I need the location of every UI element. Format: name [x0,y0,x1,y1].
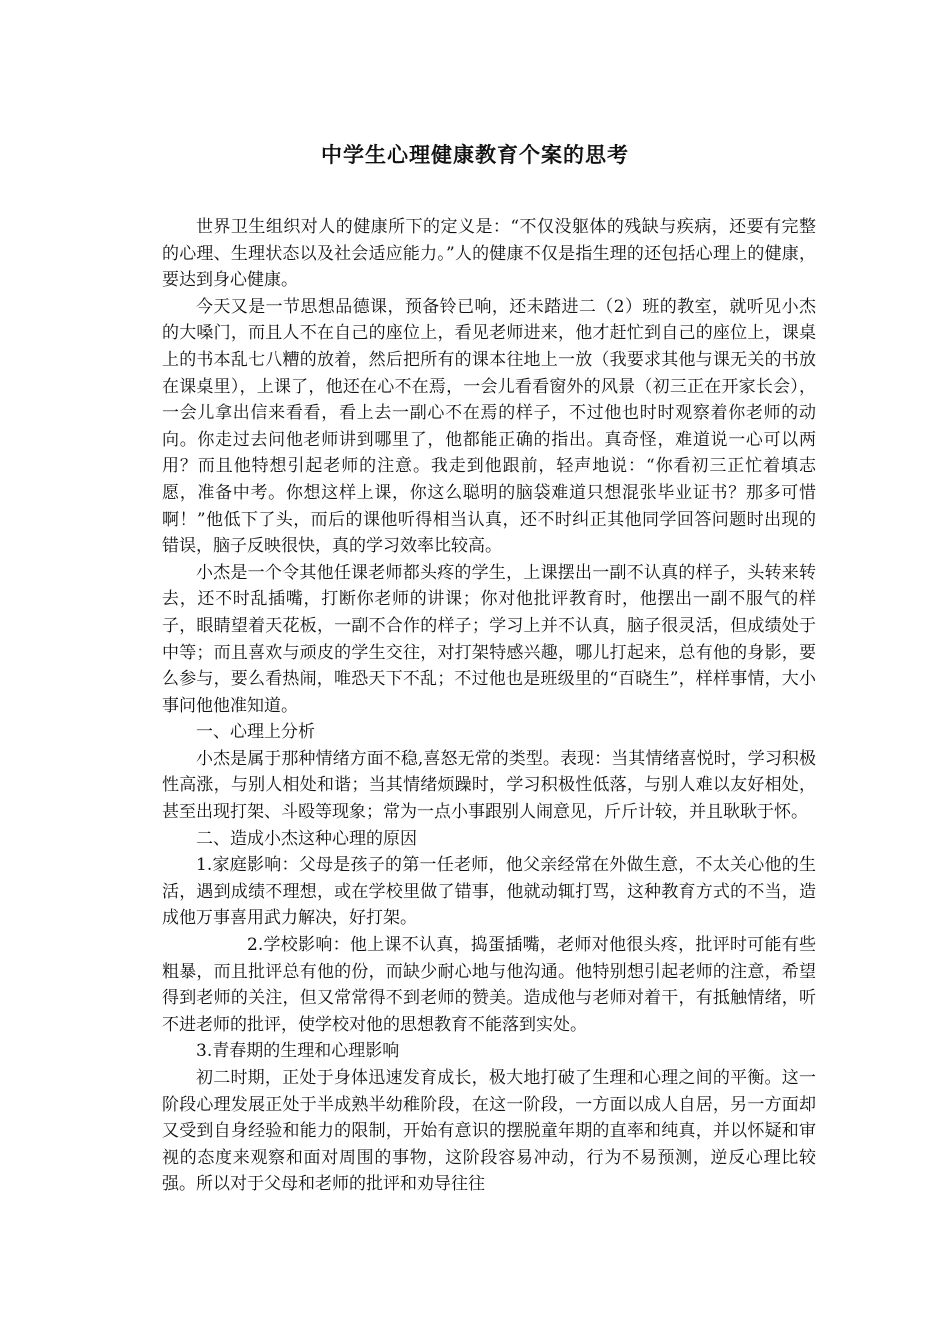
paragraph-health-definition: 世界卫生组织对人的健康所下的定义是：“不仅没躯体的残缺与疾病，还要有完整的心理、生理状态以及社会适应能力。”人的健康不仅是指生理的还包括心理上的健康，要达到身心健康。 [162,217,816,291]
paragraph-adolescence-influence: 初二时期，正处于身体迅速发育成长，极大地打破了生理和心理之间的平衡。这一阶段心理发展正处于半成熟半幼稚阶段，在这一阶段，一方面以成人自居，另一方面却又受到自身经验和能力的限制，开始有意识的摆脱童年期的直率和纯真，并以怀疑和审视的态度来观察和面对周围的事物，这阶段容易冲动，行为不易预测，逆反心理比较强。所以对于父母和老师的批评和劝导往往 [162,1068,816,1195]
paragraph-classroom-scene: 今天又是一节思想品德课，预备铃已响，还未踏进二（2）班的教室，就听见小杰的大嗓门，而且人不在自己的座位上，看见老师进来，他才赶忙到自己的座位上，课桌上的书本乱七八糟的放着，然后把所有的课本往地上一放（我要求其他与课无关的书放在课桌里），上课了，他还在心不在焉，一会儿看看窗外的风景（初三正在开家长会），一会儿拿出信来看看，看上去一副心不在焉的样子，不过他也时时观察着你老师的动向。你走过去问他老师讲到哪里了，他都能正确的指出。真奇怪，难道说一心可以两用？而且他特想引起老师的注意。我走到他跟前，轻声地说：“你看初三正忙着填志愿，准备中考。你想这样上课，你这么聪明的脑袋难道只想混张毕业证书？那多可惜啊！”他低下了头，而后的课他听得相当认真，还不时纠正其他同学回答问题时出现的错误，脑子反映很快，真的学习效率比较高。 [162,296,816,557]
section-heading-psychological-analysis: 一、心理上分析 [196,722,315,743]
subheading-adolescence-influence: 3.青春期的生理和心理影响 [196,1041,400,1062]
document-body [162,214,816,1198]
paragraph-student-description: 小杰是一个令其他任课老师都头疼的学生，上课摆出一副不认真的样子，头转来转去，还不时乱插嘴，打断你老师的讲课；你对他批评教育时，他摆出一副不服气的样子，眼睛望着天花板，一副不合作的样子；学习上并不认真，脑子很灵活，但成绩处于中等；而且喜欢与顽皮的学生交往，对打架特感兴趣，哪儿打起来，总有他的身影，要么参与，要么看热闹，唯恐天下不乱；不过他也是班级里的“百晓生”，样样事情，大小事问他他准知道。 [162,562,816,716]
paragraph-school-influence: 2.学校影响：他上课不认真，捣蛋插嘴，老师对他很头疼，批评时可能有些粗暴，而且批评总有他的份，而缺少耐心地与他沟通。他特别想引起老师的注意，希望得到老师的关注，但又常常得不到老师的赞美。造成他与老师对着干，有抵触情绪，听不进老师的批评，使学校对他的思想教育不能落到实处。 [162,935,816,1035]
section-heading-causes: 二、造成小杰这种心理的原因 [196,828,417,849]
document-title: 中学生心理健康教育个案的思考 [321,143,629,167]
paragraph-psychological-analysis: 小杰是属于那种情绪方面不稳,喜怒无常的类型。表现：当其情绪喜悦时，学习积极性高涨，与别人相处和谐；当其情绪烦躁时，学习积极性低落，与别人难以友好相处，甚至出现打架、斗殴等现象；常为一点小事跟别人闹意见，斤斤计较，并且耿耿于怀。 [162,748,816,823]
paragraph-family-influence: 1.家庭影响：父母是孩子的第一任老师，他父亲经常在外做生意，不太关心他的生活，遇到成绩不理想，或在学校里做了错事，他就动辄打骂，这种教育方式的不当，造成他万事喜用武力解决，好打架。 [162,855,816,929]
